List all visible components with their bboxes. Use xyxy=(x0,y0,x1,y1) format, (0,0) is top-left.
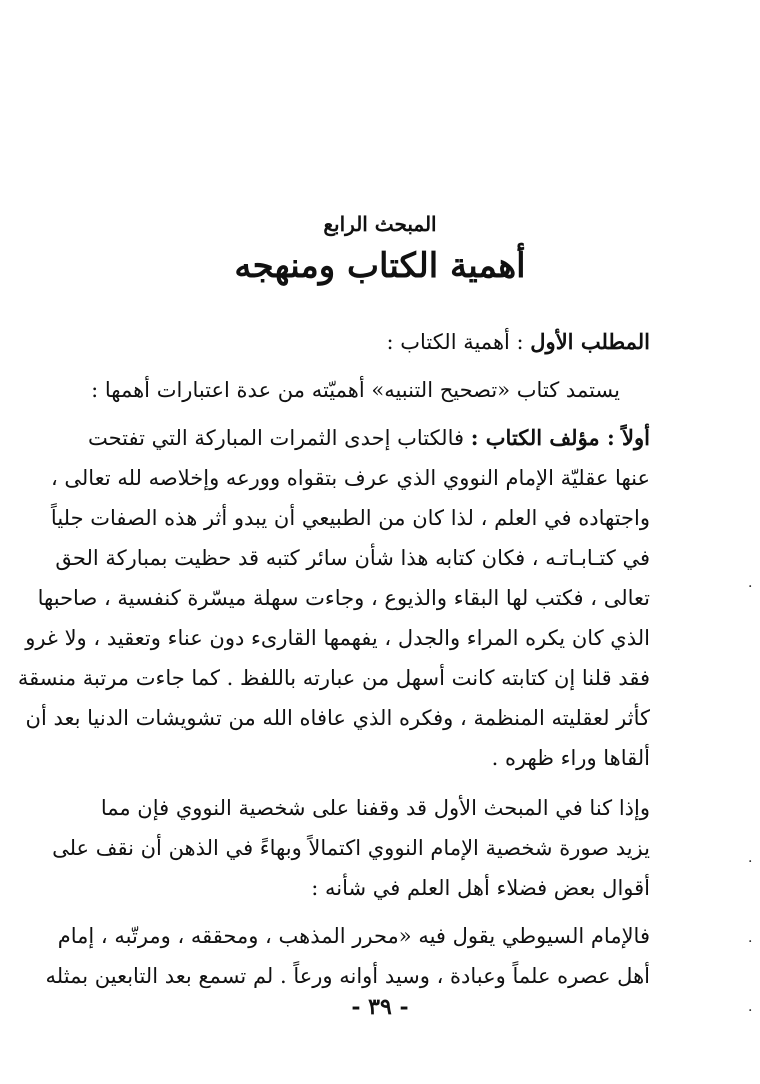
point-one-line: فقد قلنا إن كتابته كانت أسهل من عبارته باللفظ . كما جاءت مرتبة منسقة xyxy=(17,666,650,690)
intro-line: يستمد كتاب «تصحيح التنبيه» أهميّته من عدة اعتبارات أهمها : xyxy=(91,378,620,402)
page-number: - ٣٩ - xyxy=(351,994,409,1020)
point-one-first-line xyxy=(87,418,650,458)
paragraph-three-line: أهل عصره علماً وعبادة ، وسيد أوانه ورعاً . لم تسمع بعد التابعين بمثله xyxy=(45,964,650,988)
point-one-line: فالكتاب إحدى الثمرات المباركة التي تفتحت xyxy=(87,426,465,450)
point-one-line: في كتـابـاتـه ، فكان كتابه هذا شأن سائر كتبه قد حظيت بمباركة الحق xyxy=(55,546,650,570)
section-label: المبحث الرابع xyxy=(323,212,437,236)
point-one-line: كأثر لعقليته المنظمة ، وفكره الذي عافاه الله من تشويشات الدنيا بعد أن xyxy=(25,706,650,730)
point-one-line: ألقاها وراء ظهره . xyxy=(491,746,650,770)
chapter-title: أهمية الكتاب ومنهجه xyxy=(234,246,526,286)
point-one-label: أولاً : مؤلف الكتاب : xyxy=(470,425,650,450)
paragraph-three-line: فالإمام السيوطي يقول فيه «محرر المذهب ، ومحققه ، ومرتّبه ، إمام xyxy=(57,924,650,948)
scan-speck: · xyxy=(748,1003,753,1019)
paragraph-two-line: يزيد صورة شخصية الإمام النووي اكتمالاً وبهاءً في الذهن أن نقف على xyxy=(52,836,650,860)
subsection-title: : أهمية الكتاب : xyxy=(386,330,524,354)
scan-speck: · xyxy=(748,934,753,950)
paragraph-two-line: أقوال بعض فضلاء أهل العلم في شأنه : xyxy=(311,876,650,900)
paragraph-two-line: وإذا كنا في المبحث الأول قد وقفنا على شخصية النووي فإن مما xyxy=(100,796,650,820)
scan-speck: · xyxy=(748,579,753,595)
point-one-line: واجتهاده في العلم ، لذا كان من الطبيعي أن يبدو أثر هذه الصفات جلياً xyxy=(50,506,650,530)
point-one-line: الذي كان يكره المراء والجدل ، يفهمها القارىء دون عناء وتعقيد ، ولا غرو xyxy=(25,626,650,650)
subsection-label: المطلب الأول xyxy=(530,329,650,354)
subsection-heading xyxy=(386,322,650,362)
point-one-line: تعالى ، فكتب لها البقاء والذيوع ، وجاءت سهلة ميسّرة كنفسية ، صاحبها xyxy=(37,586,650,610)
scan-speck: · xyxy=(748,854,753,870)
point-one-line: عنها عقليّة الإمام النووي الذي عرف بتقواه وورعه وإخلاصه لله تعالى ، xyxy=(50,466,650,490)
